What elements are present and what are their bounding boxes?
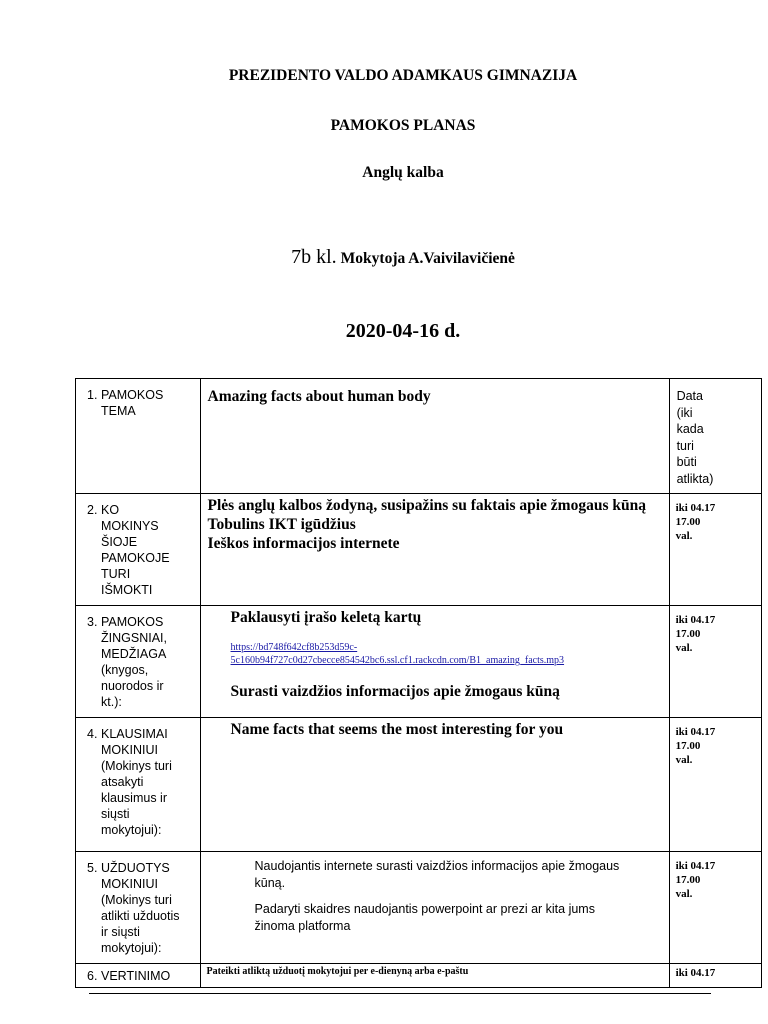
row-label-cell [76, 964, 201, 988]
row-content-cell [200, 718, 669, 852]
row-label-line: PAMOKOJE [101, 551, 170, 565]
row-label-line: MEDŽIAGA [101, 647, 167, 661]
table-row [76, 852, 762, 964]
row-label-line: TURI [101, 567, 131, 581]
row-deadline-cell [669, 852, 761, 964]
row-number: 3. [87, 615, 98, 629]
row-label-line: TEMA [101, 404, 136, 418]
row-label-cell [76, 494, 201, 606]
row-deadline-cell [669, 964, 761, 988]
row-label-line: KO [101, 503, 120, 517]
row-content-cell [200, 606, 669, 718]
audio-link[interactable]: https://bd748f642cf8b253d59c- 5c160b94f727c0d27cbecce854542bc6.ssl.cf1.rackcdn.com/B1_amazing_facts.mp3 [230, 642, 565, 666]
row-label-line: (Mokinys turi [101, 759, 172, 773]
document-title: PAMOKOS PLANAS [330, 117, 476, 134]
row-label-line: VERTINIMO [101, 969, 171, 983]
row-label-line: atsakyti [101, 775, 144, 789]
row-label-line: siųsti [101, 807, 130, 821]
row-number: 4. [87, 727, 98, 741]
table-row [76, 379, 762, 494]
deadline: iki 04.17 17.00 val. [675, 502, 716, 542]
lesson-topic: Amazing facts about human body [207, 388, 431, 405]
row-label-line: MOKINYS [101, 519, 159, 533]
row-label-line: KLAUSIMAI [101, 727, 168, 741]
row-label-line: MOKINIUI [101, 743, 158, 757]
task-item: Padaryti skaidres naudojantis powerpoint ar prezi ar kita jums žinoma platforma [254, 902, 595, 933]
row-label-line: klausimus ir [101, 791, 167, 805]
row-number: 1. [87, 388, 98, 402]
row-content-cell [200, 494, 669, 606]
row-deadline-cell [669, 494, 761, 606]
row-label-line: PAMOKOS [101, 388, 164, 402]
lesson-plan-table [75, 378, 762, 988]
class-label: 7b kl. [291, 246, 337, 268]
footer-divider [89, 993, 711, 994]
row-label-line: (Mokinys turi [101, 893, 172, 907]
row-label-line: UŽDUOTYS [101, 861, 170, 875]
table-row [76, 964, 762, 988]
task-item: Naudojantis internete surasti vaizdžios informacijos apie žmogaus kūną. [254, 859, 620, 890]
class-teacher-line [0, 246, 768, 269]
school-name: PREZIDENTO VALDO ADAMKAUS GIMNAZIJA [228, 67, 578, 84]
deadline: iki 04.17 17.00 val. [675, 726, 716, 766]
row-number: 5. [87, 861, 98, 875]
deadline: iki 04.17 17.00 val. [675, 860, 716, 900]
deadline: iki 04.17 17.00 val. [675, 614, 716, 654]
row-label-line: atlikti užduotis [101, 909, 180, 923]
student-question: Name facts that seems the most interesting for you [230, 721, 564, 738]
row-label-line: ir siųsti [101, 925, 140, 939]
table-row [76, 718, 762, 852]
row-label-line: (knygos, [101, 663, 149, 677]
row-label-line: PAMOKOS [101, 615, 164, 629]
row-number: 2. [87, 503, 98, 517]
table-row [76, 606, 762, 718]
row-label-line: MOKINIUI [101, 877, 158, 891]
row-deadline-cell [669, 606, 761, 718]
learning-goals: Plės anglų kalbos žodyną, susipažins su faktais apie žmogaus kūną Tobulins IKT igūdžius Ieškos informacijos internete [207, 497, 646, 552]
step-listen: Paklausyti įrašo keletą kartų [230, 609, 422, 626]
lesson-date: 2020-04-16 d. [345, 320, 461, 342]
row-deadline-cell [669, 379, 761, 494]
step-search: Surasti vaizdžios informacijos apie žmogaus kūną [230, 683, 560, 700]
assessment-text: Pateikti atliktą užduotį mokytojui per e-dienyną arba e-paštu [206, 966, 469, 977]
row-label-cell [76, 379, 201, 494]
row-label-line: ŠIOJE [101, 535, 138, 549]
row-content-cell [200, 379, 669, 494]
row-label-line: mokytojui): [101, 941, 162, 955]
row-label-line: IŠMOKTI [101, 583, 153, 597]
deadline: iki 04.17 [675, 967, 716, 979]
deadline-header: Data (iki kada turi būti atlikta) [676, 389, 714, 486]
row-deadline-cell [669, 718, 761, 852]
row-label-cell [76, 606, 201, 718]
table-row [76, 494, 762, 606]
row-label-line: mokytojui): [101, 823, 162, 837]
row-content-cell [200, 964, 669, 988]
row-label-cell [76, 718, 201, 852]
row-label-line: ŽINGSNIAI, [101, 631, 167, 645]
teacher-name: Mokytoja A.Vaivilavičienė [340, 250, 515, 267]
row-content-cell [200, 852, 669, 964]
row-number: 6. [87, 969, 98, 983]
row-label-cell [76, 852, 201, 964]
subject-title: Anglų kalba [362, 164, 444, 181]
row-label-line: nuorodos ir [101, 679, 164, 693]
row-label-line: kt.): [101, 695, 122, 709]
